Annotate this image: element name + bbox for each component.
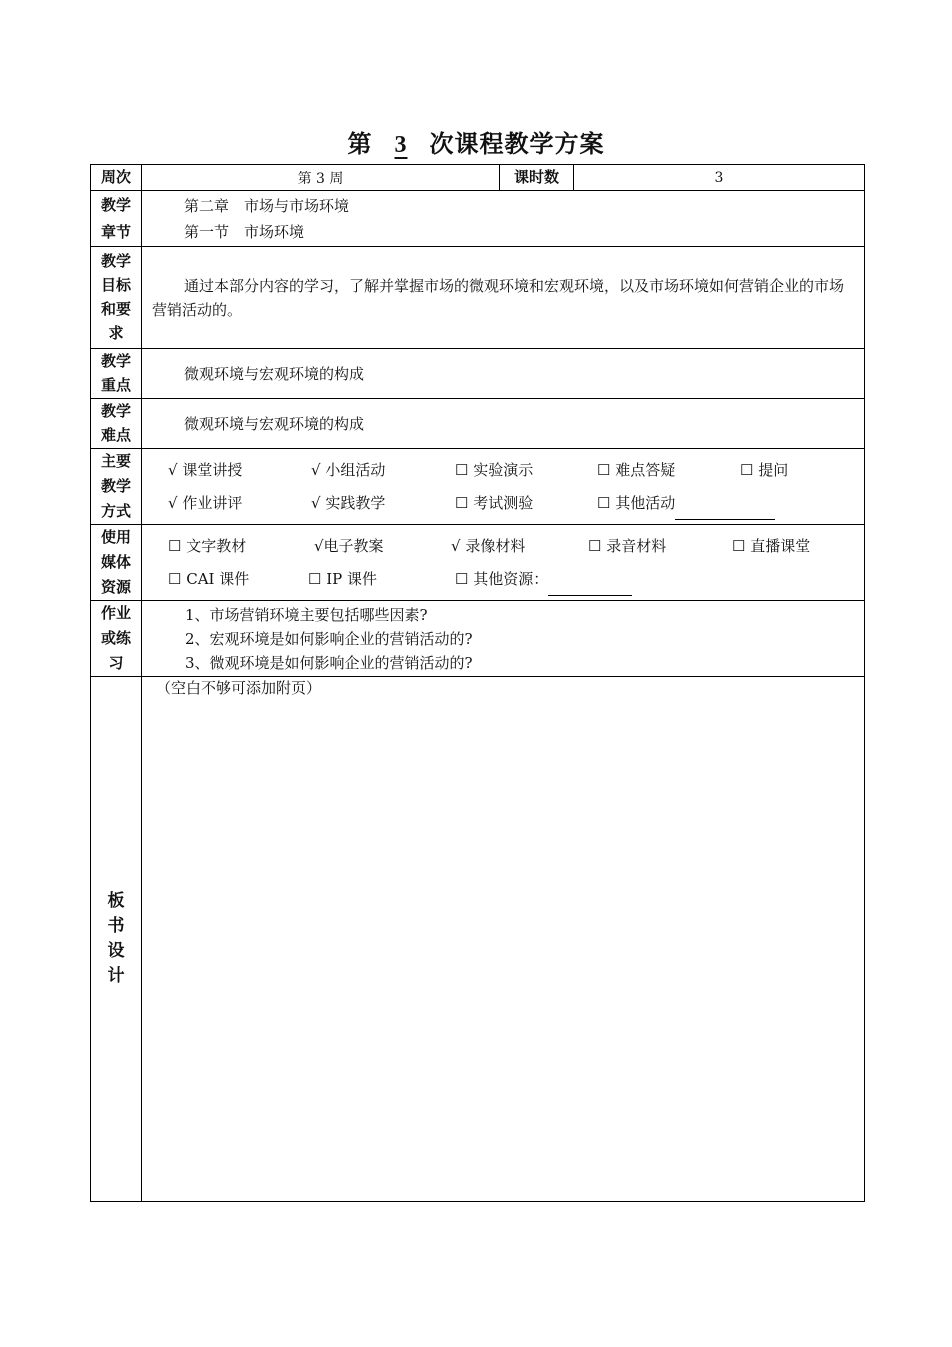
label-keypoint: 教学重点 [91, 349, 142, 399]
methods-content [142, 449, 865, 525]
title-suffix: 次课程教学方案 [429, 130, 605, 158]
board-note: （空白不够可添加附页） [156, 679, 322, 697]
method-lecture: √ 课堂讲授 [168, 460, 243, 479]
media-textbook: ☐ 文字教材 [168, 536, 247, 555]
method-question: ☐ 提问 [740, 460, 789, 479]
label-methods: 主要教学方式 [91, 449, 142, 525]
method-other: ☐ 其他活动 [597, 487, 775, 520]
media-audio: ☐ 录音材料 [588, 536, 667, 555]
homework-item: 1、市场营销环境主要包括哪些因素? [185, 605, 428, 624]
lesson-plan-table [90, 164, 865, 1202]
homework-item: 2、宏观环境是如何影响企业的营销活动的? [185, 629, 473, 648]
label-difficulty: 教学难点 [91, 399, 142, 449]
section-line: 第一节 市场环境 [184, 222, 305, 241]
row-board [91, 677, 865, 1202]
week-value: 第 3 周 [142, 165, 500, 191]
row-week [91, 165, 865, 191]
row-chapter [91, 191, 865, 247]
row-goals [91, 247, 865, 349]
chapter-content [142, 191, 865, 247]
row-difficulty [91, 399, 865, 449]
row-keypoint [91, 349, 865, 399]
row-homework [91, 601, 865, 677]
media-ip: ☐ IP 课件 [308, 569, 378, 588]
label-media: 使用媒体资源 [91, 525, 142, 601]
title-prefix: 第 [347, 130, 373, 158]
media-cai: ☐ CAI 课件 [168, 569, 250, 588]
board-area [142, 677, 865, 1202]
goals-text: 通过本部分内容的学习，了解并掌握市场的微观环境和宏观环境，以及市场环境如何营销企业的市场营销活动的。 [152, 276, 845, 319]
media-other-blank-line [548, 581, 632, 596]
label-board: 板书设计 [91, 677, 142, 1202]
media-video: √ 录像材料 [451, 536, 526, 555]
method-homework-review: √ 作业讲评 [168, 493, 243, 512]
media-live: ☐ 直播课堂 [732, 536, 811, 555]
label-hours: 课时数 [500, 165, 574, 191]
other-blank-line [675, 505, 775, 520]
method-practice: √ 实践教学 [311, 493, 386, 512]
page-title [0, 124, 952, 159]
row-media [91, 525, 865, 601]
label-chapter: 教学章节 [91, 191, 142, 247]
method-exam: ☐ 考试测验 [455, 493, 534, 512]
homework-item: 3、微观环境是如何影响企业的营销活动的? [185, 653, 473, 672]
method-qa: ☐ 难点答疑 [597, 460, 676, 479]
label-week: 周次 [91, 165, 142, 191]
label-homework: 作业或练习 [91, 601, 142, 677]
media-content [142, 525, 865, 601]
hours-value: 3 [574, 165, 865, 191]
keypoint-text: 微观环境与宏观环境的构成 [142, 349, 865, 399]
method-experiment: ☐ 实验演示 [455, 460, 534, 479]
row-methods [91, 449, 865, 525]
goals-content [142, 247, 865, 349]
homework-content [142, 601, 865, 677]
label-goals: 教学目标和要求 [91, 247, 142, 349]
media-other: ☐ 其他资源： [455, 563, 632, 596]
media-e-lesson: √电子教案 [314, 536, 384, 555]
difficulty-text: 微观环境与宏观环境的构成 [142, 399, 865, 449]
method-group: √ 小组活动 [311, 460, 386, 479]
chapter-line: 第二章 市场与市场环境 [184, 196, 350, 215]
title-number: 3 [394, 132, 408, 158]
